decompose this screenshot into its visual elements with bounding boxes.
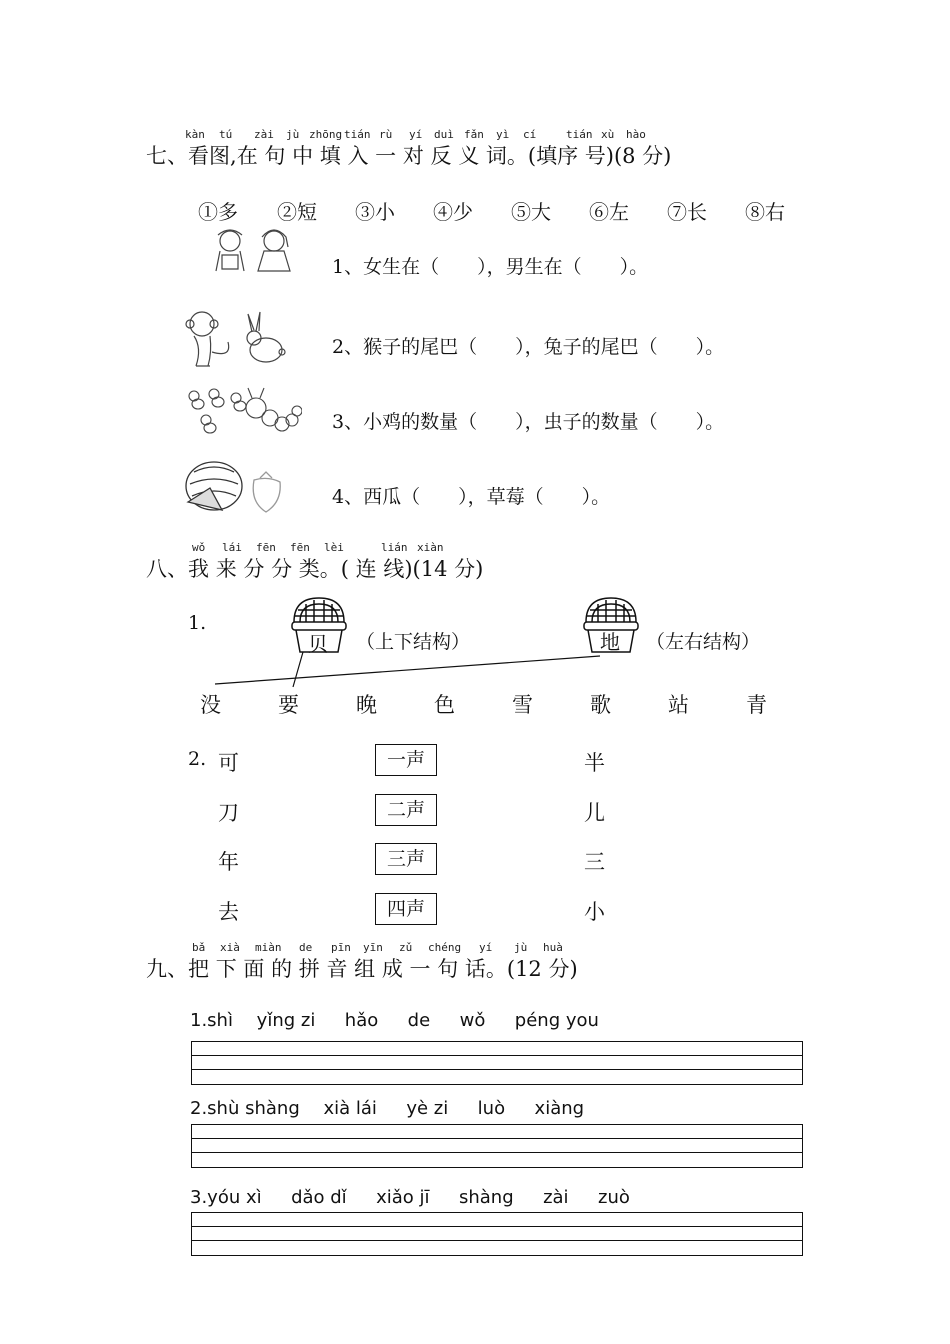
- tone-box: 二声: [375, 794, 437, 826]
- writing-lines[interactable]: [191, 1212, 803, 1256]
- writing-lines[interactable]: [191, 1124, 803, 1168]
- right-char: 儿: [584, 801, 605, 825]
- sentence: 1、女生在（ ），男生在（ ）。: [332, 256, 649, 278]
- pinyin: lái: [222, 541, 242, 554]
- pinyin: zǔ: [399, 941, 413, 954]
- left-char: 年: [218, 850, 239, 874]
- pinyin: xù: [601, 128, 615, 141]
- pinyin: de: [299, 941, 313, 954]
- option: ①多: [198, 200, 238, 224]
- left-char: 刀: [218, 801, 239, 825]
- pinyin: xiàn: [417, 541, 444, 554]
- pinyin: hào: [626, 128, 646, 141]
- basket-1-label: （上下结构）: [356, 631, 471, 653]
- pinyin: fēn: [256, 541, 276, 554]
- basket-2-label: （左右结构）: [646, 631, 761, 653]
- pinyin: yí: [409, 128, 423, 141]
- option: ④少: [433, 200, 473, 224]
- pinyin-sentence: 1.shì yǐng zi hǎo de wǒ péng you: [190, 1010, 599, 1031]
- pinyin: chéng: [428, 941, 462, 954]
- pinyin: tú: [219, 128, 233, 141]
- option: ②短: [277, 200, 317, 224]
- basket-1-char: 贝: [308, 632, 328, 656]
- tone-box: 四声: [375, 893, 437, 925]
- sentence: 2、猴子的尾巴（ ），兔子的尾巴（ ）。: [332, 336, 725, 358]
- pinyin: tián: [344, 128, 371, 141]
- option: ⑤大: [511, 200, 551, 224]
- pinyin: miàn: [255, 941, 282, 954]
- char-item: 要: [278, 693, 299, 717]
- pinyin: huà: [543, 941, 563, 954]
- pinyin: fǎn: [464, 128, 484, 141]
- pinyin: zhōng: [309, 128, 343, 141]
- option: ⑥左: [589, 200, 629, 224]
- pinyin: cí: [523, 128, 537, 141]
- tone-box: 三声: [375, 843, 437, 875]
- left-char: 去: [218, 900, 239, 924]
- question-number: 1.: [188, 612, 207, 634]
- pinyin: jù: [286, 128, 300, 141]
- pinyin: pīn: [331, 941, 351, 954]
- pinyin: lián: [381, 541, 408, 554]
- sentence: 4、西瓜（ ），草莓（ ）。: [332, 486, 611, 508]
- pinyin: yīn: [363, 941, 383, 954]
- option: ⑦长: [667, 200, 707, 224]
- section-title: 八、我 来 分 分 类。( 连 线)(14 分): [146, 557, 484, 581]
- basket-2-char: 地: [600, 630, 620, 654]
- pinyin: kàn: [185, 128, 205, 141]
- char-item: 没: [200, 693, 221, 717]
- option: ③小: [355, 200, 395, 224]
- writing-lines[interactable]: [191, 1041, 803, 1085]
- right-char: 半: [584, 751, 605, 775]
- pinyin: yì: [496, 128, 510, 141]
- char-item: 歌: [590, 693, 611, 717]
- section-title: 九、把 下 面 的 拼 音 组 成 一 句 话。(12 分): [146, 957, 578, 981]
- char-item: 晚: [356, 693, 377, 717]
- right-char: 小: [584, 900, 605, 924]
- left-char: 可: [218, 751, 239, 775]
- char-item: 青: [746, 693, 767, 717]
- pinyin: tián: [566, 128, 593, 141]
- char-item: 雪: [512, 693, 533, 717]
- tone-box: 一声: [375, 744, 437, 776]
- pinyin: bǎ: [192, 941, 206, 954]
- pinyin: lèi: [324, 541, 344, 554]
- pinyin-sentence: 3.yóu xì dǎo dǐ xiǎo jī shàng zài zuò: [190, 1187, 630, 1208]
- pinyin-sentence: 2.shù shàng xià lái yè zi luò xiàng: [190, 1098, 585, 1119]
- section-title: 七、看图,在 句 中 填 入 一 对 反 义 词。(填序 号)(8 分): [146, 144, 672, 168]
- pinyin: yí: [479, 941, 493, 954]
- pinyin: duì: [434, 128, 454, 141]
- pinyin: jù: [514, 941, 528, 954]
- char-item: 站: [668, 693, 689, 717]
- sentence: 3、小鸡的数量（ ），虫子的数量（ ）。: [332, 411, 725, 433]
- pinyin: zài: [254, 128, 274, 141]
- right-char: 三: [584, 850, 605, 874]
- pinyin: wǒ: [192, 541, 206, 554]
- question-number: 2.: [188, 748, 207, 770]
- pinyin: rù: [379, 128, 393, 141]
- pinyin: fēn: [290, 541, 310, 554]
- option: ⑧右: [745, 200, 785, 224]
- pinyin: xià: [220, 941, 240, 954]
- char-item: 色: [434, 693, 455, 717]
